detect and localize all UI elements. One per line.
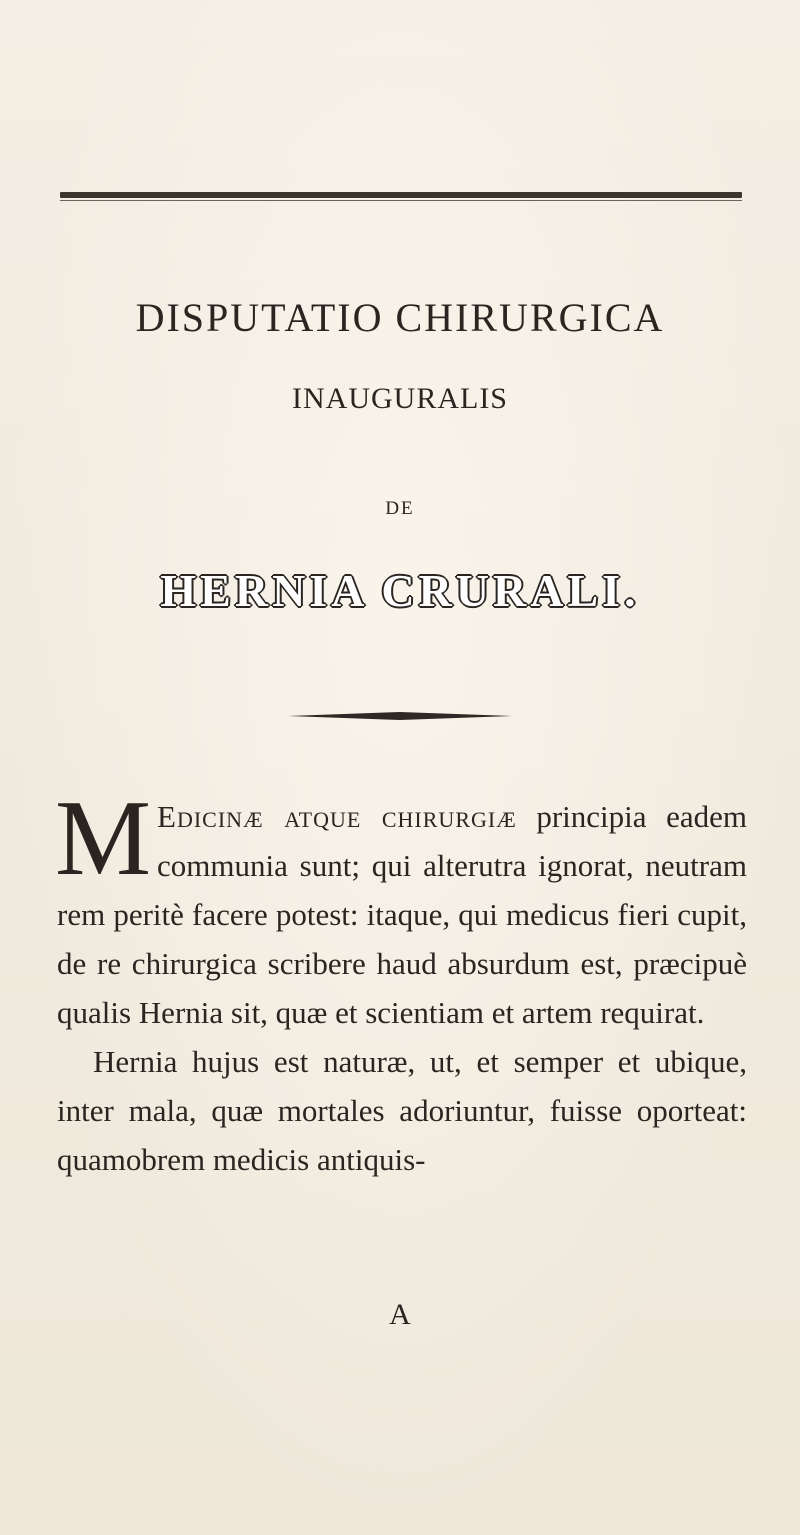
smallcaps-lead: Edicinæ atque chirurgiæ [157, 799, 517, 834]
title-disputatio: DISPUTATIO CHIRURGICA [135, 295, 665, 340]
paragraph-2: Hernia hujus est naturæ, ut, et semper et ubique, inter mala, quæ mortales adoriuntur, fuisse oporteat: quamobrem medicis antiquis- [57, 1044, 747, 1177]
title-hernia-cruralis: HERNIA CRURALI. [160, 565, 640, 616]
paragraph-1: principia eadem communia sunt; qui alterutra ignorat, neutram rem peritè facere potest: itaque, qui medicus fieri cupit, de re chirurgica scribere haud absurdum est, præcipuè qualis Hernia sit, quæ et scientiam et artem requirat. [57, 799, 747, 1030]
title-de: DE [385, 498, 415, 519]
body-text [55, 779, 747, 1184]
signature-mark: A [389, 1298, 411, 1331]
title-inauguralis: INAUGURALIS [292, 382, 508, 415]
drop-cap: M [55, 779, 152, 898]
top-thin-rule [60, 200, 742, 201]
ornamental-rule [288, 712, 512, 720]
top-thick-rule [60, 192, 742, 198]
